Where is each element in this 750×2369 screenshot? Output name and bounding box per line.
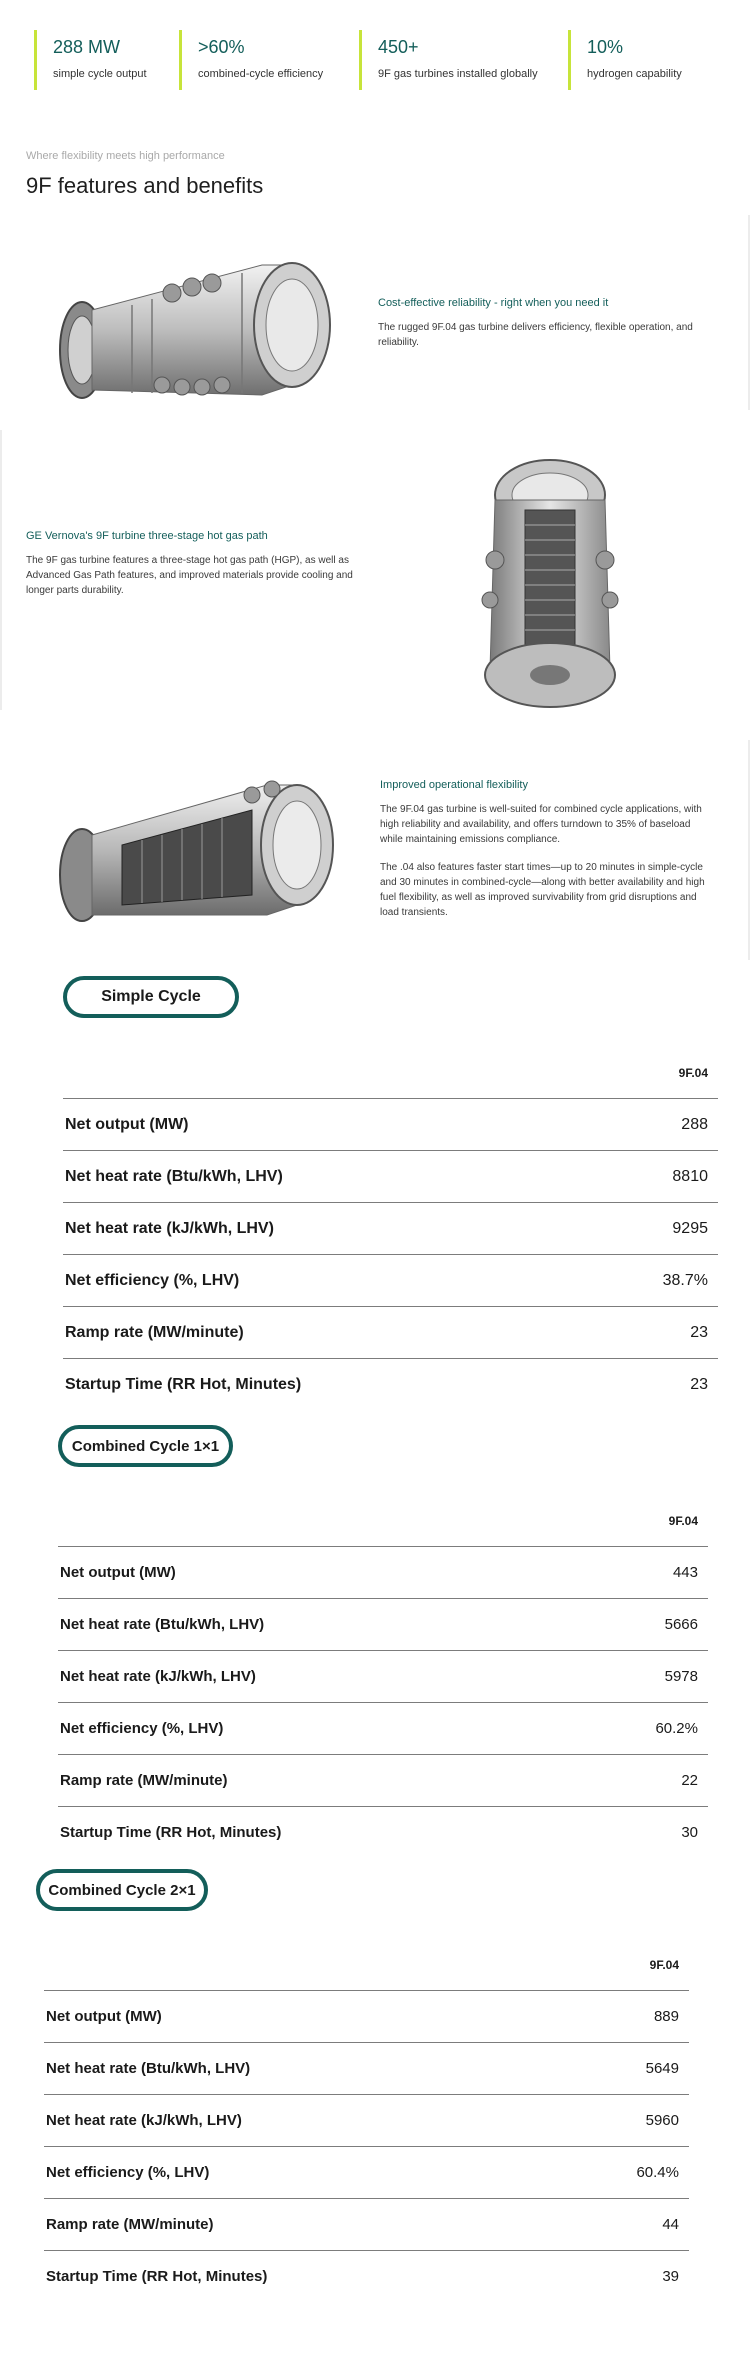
row-value: 5666 <box>664 1616 698 1633</box>
feature-text: The 9F gas turbine features a three-stage hot gas path (HGP), as well as Advanced Gas Path features, and improved materials provide cooling and longer parts durability. <box>26 555 353 596</box>
row-label: Net heat rate (kJ/kWh, LHV) <box>65 1219 274 1237</box>
gas-turbine-cutaway-image <box>52 755 342 945</box>
row-value: 30 <box>681 1824 698 1841</box>
row-label: Net efficiency (%, LHV) <box>46 2164 210 2181</box>
table-row <box>63 1306 718 1358</box>
card-edge <box>0 430 2 710</box>
tab-combined-cycle-2x1[interactable]: Combined Cycle 2×1 <box>36 1869 208 1911</box>
table-row <box>63 1098 718 1150</box>
row-label: Net heat rate (kJ/kWh, LHV) <box>46 2112 242 2129</box>
row-label: Net efficiency (%, LHV) <box>65 1271 240 1289</box>
simple-cycle-table <box>63 1060 718 1400</box>
table-row <box>63 1202 718 1254</box>
combined-cycle-2x1-table <box>44 1952 689 2292</box>
table-row <box>44 2250 689 2302</box>
row-value: 443 <box>672 1564 698 1581</box>
column-header: 9F.04 <box>649 1958 679 1972</box>
row-value: 60.2% <box>655 1720 698 1737</box>
stat-label: simple cycle output <box>53 68 147 80</box>
row-value: 44 <box>662 2216 679 2233</box>
row-label: Net heat rate (Btu/kWh, LHV) <box>60 1616 265 1633</box>
row-value: 38.7% <box>662 1271 708 1289</box>
table-row <box>44 2198 689 2250</box>
row-label: Net heat rate (Btu/kWh, LHV) <box>65 1167 283 1185</box>
table-row <box>63 1150 718 1202</box>
row-value: 5978 <box>664 1668 698 1685</box>
row-value: 288 <box>681 1115 708 1133</box>
row-label: Net heat rate (kJ/kWh, LHV) <box>60 1668 256 1685</box>
table-row <box>58 1650 708 1702</box>
combined-cycle-1x1-table <box>58 1508 708 1848</box>
row-value: 23 <box>690 1323 708 1341</box>
stat-value: 10% <box>587 37 624 57</box>
stat-label: hydrogen capability <box>587 68 682 80</box>
table-row <box>58 1754 708 1806</box>
feature-text: The rugged 9F.04 gas turbine delivers efficiency, flexible operation, and reliability. <box>378 322 693 348</box>
column-header: 9F.04 <box>668 1514 698 1528</box>
row-label: Net efficiency (%, LHV) <box>60 1720 224 1737</box>
row-value: 39 <box>662 2268 679 2285</box>
section-title: 9F features and benefits <box>26 173 264 198</box>
tab-simple-cycle[interactable]: Simple Cycle <box>63 976 239 1018</box>
stat-label: 9F gas turbines installed globally <box>378 68 538 80</box>
stat-installed <box>359 30 538 90</box>
row-label: Net output (MW) <box>60 1564 176 1581</box>
stat-label: combined-cycle efficiency <box>198 68 324 80</box>
table-row <box>44 2094 689 2146</box>
row-value: 23 <box>690 1375 708 1393</box>
feature-heading: GE Vernova's 9F turbine three-stage hot gas path <box>26 530 268 542</box>
table-row <box>58 1806 708 1858</box>
table-row <box>58 1546 708 1598</box>
table-row <box>63 1254 718 1306</box>
table-row <box>44 1990 689 2042</box>
feature-text: The .04 also features faster start times—up to 20 minutes in simple-cycle and 30 minutes in combined-cycle—along with better availability and high fuel flexibility, as well as improved survivability from grid disruptions and load transients. <box>380 862 705 918</box>
column-header: 9F.04 <box>678 1066 708 1080</box>
row-value: 22 <box>681 1772 698 1789</box>
feature-heading: Improved operational flexibility <box>380 779 528 791</box>
row-value: 8810 <box>672 1167 708 1185</box>
row-label: Startup Time (RR Hot, Minutes) <box>60 1824 282 1841</box>
stat-hydrogen <box>568 30 682 90</box>
tab-combined-cycle-1x1[interactable]: Combined Cycle 1×1 <box>58 1425 233 1467</box>
row-value: 9295 <box>672 1219 708 1237</box>
stat-value: 288 MW <box>53 37 121 57</box>
row-label: Net output (MW) <box>65 1115 189 1133</box>
section-eyebrow: Where flexibility meets high performance <box>26 150 225 162</box>
stat-efficiency <box>179 30 323 90</box>
table-row <box>58 1598 708 1650</box>
stat-value: 450+ <box>378 37 419 57</box>
row-label: Startup Time (RR Hot, Minutes) <box>65 1375 302 1393</box>
feature-text: The 9F.04 gas turbine is well-suited for combined cycle applications, with high reliability and availability, and offers turndown to 35% of baseload while maintaining emissions compliance. <box>380 804 702 845</box>
stat-output <box>34 30 147 90</box>
hot-gas-path-image <box>470 450 630 720</box>
stat-value: >60% <box>198 37 245 57</box>
row-label: Ramp rate (MW/minute) <box>46 2216 214 2233</box>
stats-strip <box>34 30 734 90</box>
feature-heading: Cost-effective reliability - right when you need it <box>378 297 609 309</box>
table-row <box>44 2042 689 2094</box>
row-label: Net heat rate (Btu/kWh, LHV) <box>46 2060 251 2077</box>
gas-turbine-image <box>52 235 342 425</box>
row-label: Ramp rate (MW/minute) <box>60 1772 228 1789</box>
row-label: Startup Time (RR Hot, Minutes) <box>46 2268 268 2285</box>
row-value: 889 <box>653 2008 679 2025</box>
table-row <box>63 1358 718 1410</box>
row-value: 5649 <box>645 2060 679 2077</box>
row-value: 5960 <box>645 2112 679 2129</box>
row-label: Net output (MW) <box>46 2008 162 2025</box>
row-value: 60.4% <box>636 2164 679 2181</box>
table-row <box>44 2146 689 2198</box>
row-label: Ramp rate (MW/minute) <box>65 1323 244 1341</box>
table-row <box>58 1702 708 1754</box>
